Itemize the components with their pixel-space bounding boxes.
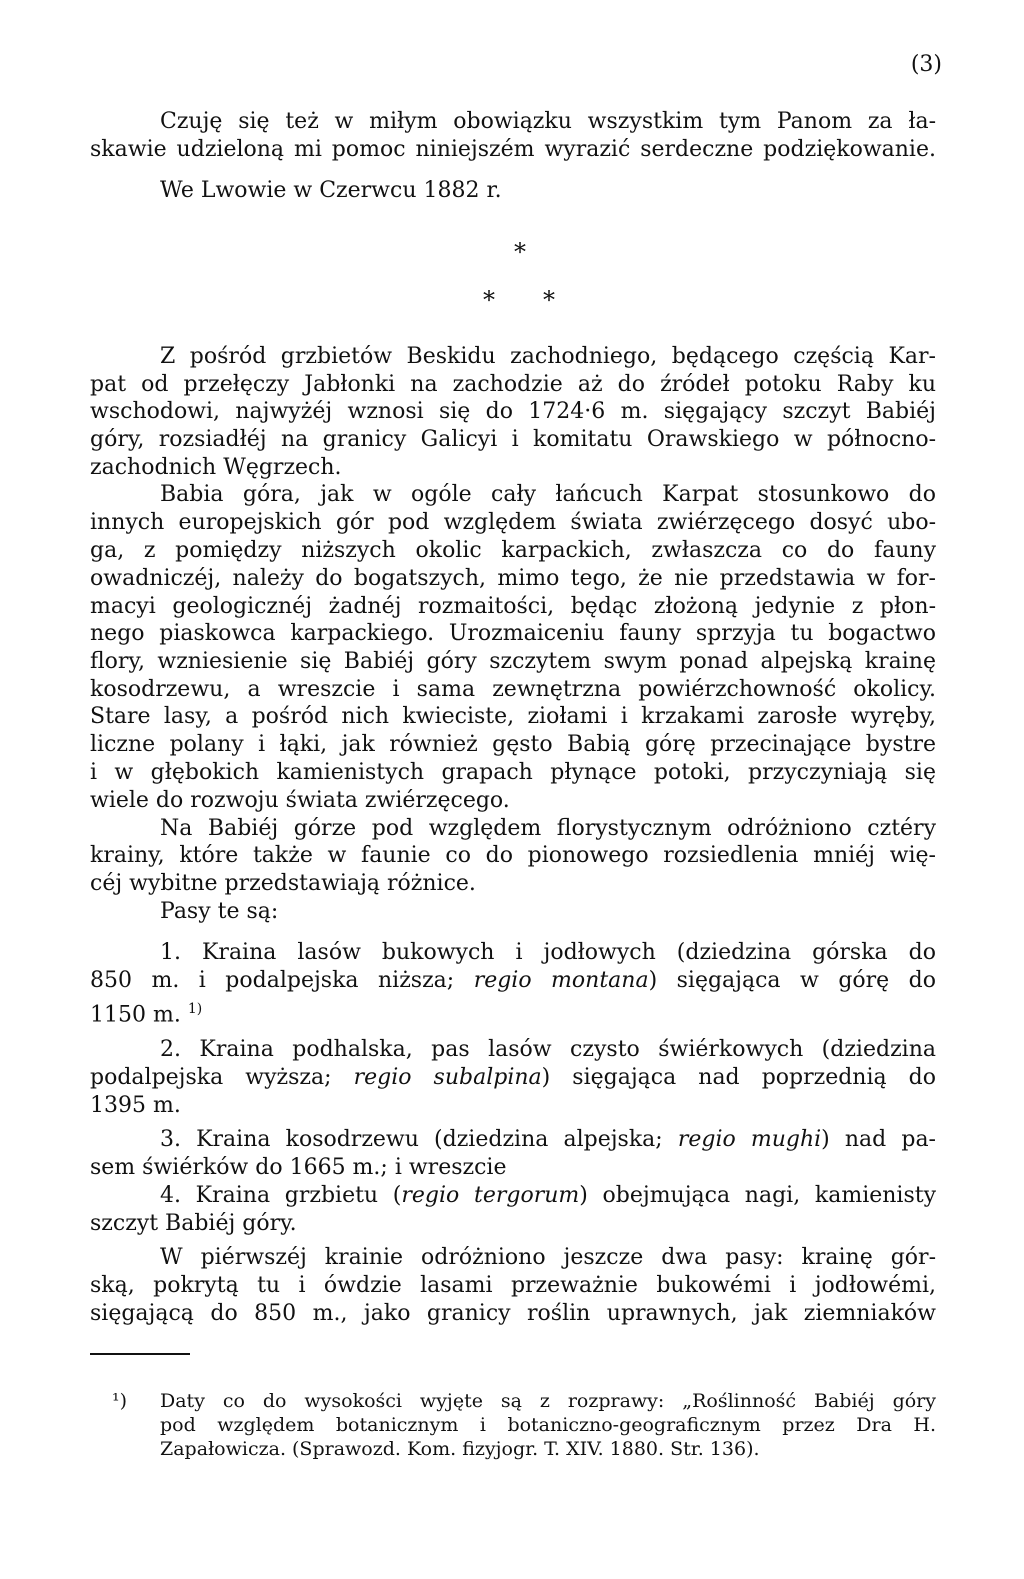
text-line: wschodowi, najwyżéj wznosi się do 1724·6 m. sięgający szczyt Babiéj [90, 399, 936, 424]
zone-line: 3. Kraina kosodrzewu (dziedzina alpejska; regio mughi) nad pa- [160, 1127, 936, 1152]
text-line: céj wybitne przedstawiają różnice. [90, 871, 476, 896]
zone-line: podalpejska wyższa; regio subalpina) sięgająca nad poprzednią do [90, 1065, 937, 1090]
zone-line: 1. Kraina lasów bukowych i jodłowych (dziedzina górska do [160, 940, 936, 965]
text-line: wiele do rozwoju świata zwiérzęcego. [90, 788, 510, 813]
zone-line: sem świérków do 1665 m.; i wreszcie [90, 1155, 507, 1180]
text-line: liczne polany i łąki, jak również gęsto Babią górę przecinające bystre [90, 732, 936, 757]
zone-line: szczyt Babiéj góry. [90, 1211, 297, 1236]
zone-line: 2. Kraina podhalska, pas lasów czysto świérkowych (dziedzina [160, 1037, 936, 1062]
text-line: nego piaskowca karpackiego. Urozmaiceniu fauny sprzyja tu bogactwo [90, 621, 936, 646]
zone-line: 1150 m. $^{1)}$ [90, 1001, 203, 1028]
text-line: flory, wzniesienie się Babiéj góry szczytem swym ponad alpejską krainę [90, 649, 936, 674]
text-line: owadniczéj, należy do bogatszych, mimo tego, że nie przedstawia w for- [90, 566, 936, 591]
text-line: Stare lasy, a pośród nich kwieciste, ziołami i krzakami zarosłe wyręby, [90, 704, 936, 729]
text-line: zachodnich Węgrzech. [90, 455, 342, 480]
date-line: We Lwowie w Czerwcu 1882 r. [160, 178, 502, 203]
text-line: ską, pokrytą tu i ówdzie lasami przeważnie bukowémi i jodłowémi, [90, 1273, 936, 1298]
zone-line: 4. Kraina grzbietu (regio tergorum) obejmująca nagi, kamienisty [160, 1183, 937, 1208]
text-line: kosodrzewu, a wreszcie i sama zewnętrzna powiérzchowność okolicy. [90, 677, 936, 702]
text-line: Na Babiéj górze pod względem florystycznym odróżniono cztéry [160, 816, 936, 841]
intro-line: skawie udzieloną mi pomoc niniejszém wyrazić serdeczne podziękowanie. [90, 137, 936, 162]
footnote-marker: ¹) [112, 1390, 128, 1412]
footnote-line: pod względem botanicznym i botaniczno-geograficznym przez Dra H. [160, 1414, 936, 1436]
asterism-star: * [514, 238, 526, 266]
asterism-star: * [543, 286, 555, 314]
footnote-line: Daty co do wysokości wyjęte są z rozprawy: „Roślinność Babiéj góry [160, 1390, 936, 1412]
zone-line: 1395 m. [90, 1093, 181, 1118]
text-line: pat od przełęczy Jabłonki na zachodzie aż do źródeł potoku Raby ku [90, 372, 936, 397]
zone-line: 850 m. i podalpejska niższa; regio montana) sięgająca w górę do [90, 968, 936, 993]
text-line: Pasy te są: [160, 899, 279, 924]
footnote-ref: 1) [187, 1001, 203, 1017]
text-line: i w głębokich kamienistych grapach płynące potoki, przyczyniają się [90, 760, 936, 785]
text-line: Z pośród grzbietów Beskidu zachodniego, będącego częścią Kar- [160, 344, 936, 369]
text-line: sięgającą do 850 m., jako granicy roślin uprawnych, jak ziemniaków [90, 1301, 936, 1326]
asterism-star: * [483, 286, 495, 314]
text-line: innych europejskich gór pod względem świata zwiérzęcego dosyć ubo- [90, 510, 936, 535]
intro-line: Czuję się też w miłym obowiązku wszystkim tym Panom za ła- [160, 109, 936, 134]
text-line: góry, rozsiadłéj na granicy Galicyi i komitatu Orawskiego w północno- [90, 427, 936, 452]
text-line: Babia góra, jak w ogóle cały łańcuch Karpat stosunkowo do [160, 482, 936, 507]
text-line: krainy, które także w faunie co do pionowego rozsiedlenia mniéj wię- [90, 843, 936, 868]
text-line: ga, z pomiędzy niższych okolic karpackich, zwłaszcza co do fauny [90, 538, 936, 563]
page-number: (3) [910, 52, 942, 77]
text-line: macyi geologicznéj żadnéj rozmaitości, będąc złożoną jedynie z płon- [90, 594, 936, 619]
footnote-line: Zapałowicza. (Sprawozd. Kom. fizyjogr. T. XIV. 1880. Str. 136). [160, 1438, 760, 1460]
text-line: W piérwszéj krainie odróżniono jeszcze dwa pasy: krainę gór- [160, 1245, 936, 1270]
footnote-divider [90, 1353, 190, 1355]
